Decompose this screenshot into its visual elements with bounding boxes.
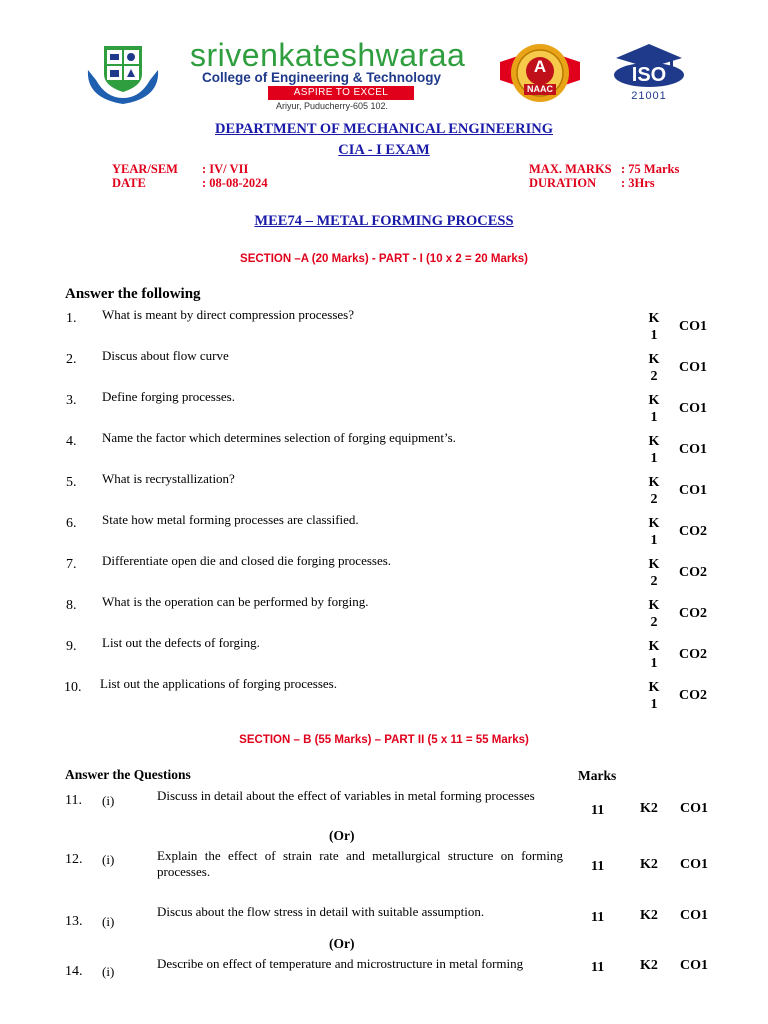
course-outcome: CO1: [680, 857, 708, 872]
question-marks: 11: [591, 803, 605, 818]
max-marks-value: : 75 Marks: [621, 162, 680, 176]
course-outcome: CO1: [680, 958, 708, 973]
question-number: 1.: [66, 311, 77, 326]
question-number: 14.: [65, 964, 83, 979]
course-outcome: CO2: [679, 565, 707, 580]
question-number: 7.: [66, 557, 77, 572]
sub-question-label: (i): [102, 852, 115, 867]
question-text: Discuss in detail about the effect of variables in metal forming processes: [157, 788, 535, 803]
course-code: MEE74: [254, 213, 302, 229]
knowledge-level-number: 2: [650, 574, 658, 589]
naac-grade: A: [533, 57, 547, 76]
course-name: METAL FORMING PROCESS: [316, 213, 514, 229]
question-text: List out the defects of forging.: [102, 635, 260, 650]
knowledge-level-number: 1: [650, 533, 658, 548]
question-number: 9.: [66, 639, 77, 654]
question-number: 3.: [66, 393, 77, 408]
section-a-instruction: Answer the following: [65, 286, 201, 302]
knowledge-level-number: 1: [650, 697, 658, 712]
question-number: 2.: [66, 352, 77, 367]
course-separator: –: [301, 213, 317, 229]
question-number: 13.: [65, 914, 83, 929]
knowledge-level-number: 2: [650, 615, 658, 630]
max-marks-label: MAX. MARKS: [529, 162, 612, 176]
knowledge-level-number: 1: [650, 656, 658, 671]
question-text: Describe on effect of temperature and microstructure in metal forming: [157, 956, 524, 971]
date-value: : 08-08-2024: [202, 176, 268, 190]
course-outcome: CO1: [679, 319, 707, 334]
course-outcome: CO1: [679, 483, 707, 498]
course-outcome: CO1: [679, 401, 707, 416]
knowledge-level: K2: [640, 857, 658, 872]
naac-badge: [498, 42, 582, 104]
knowledge-level-letter: K: [648, 598, 660, 613]
iso-number: 21001: [631, 90, 667, 102]
knowledge-level: K2: [640, 908, 658, 923]
question-text: Name the factor which determines selection of forging equipment’s.: [102, 430, 456, 445]
knowledge-level-letter: K: [648, 352, 660, 367]
year-sem-value: : IV/ VII: [202, 162, 249, 176]
question-text: What is recrystallization?: [102, 471, 235, 486]
question-text: What is meant by direct compression processes?: [102, 307, 354, 322]
question-text: Explain the effect of strain rate and metallurgical structure on forming processes.: [157, 848, 563, 879]
question-number: 8.: [66, 598, 77, 613]
exam-title: CIA - I EXAM: [338, 142, 430, 158]
course-outcome: CO1: [680, 908, 708, 923]
question-marks: 11: [591, 960, 605, 975]
knowledge-level-letter: K: [648, 393, 660, 408]
knowledge-level-letter: K: [648, 434, 660, 449]
question-text: Define forging processes.: [102, 389, 235, 404]
knowledge-level-number: 1: [650, 328, 658, 343]
college-address: Ariyur, Puducherry-605 102.: [276, 101, 389, 111]
question-marks: 11: [591, 859, 605, 874]
duration-label: DURATION: [529, 176, 597, 190]
naac-label: NAAC: [527, 84, 553, 94]
iso-label: ISO: [631, 64, 667, 86]
tagline-banner: [268, 86, 414, 100]
question-marks: 11: [591, 910, 605, 925]
question-text: List out the applications of forging processes.: [100, 676, 337, 691]
knowledge-level-letter: K: [648, 311, 660, 326]
knowledge-level-letter: K: [648, 557, 660, 572]
knowledge-level: K2: [640, 958, 658, 973]
department-title: DEPARTMENT OF MECHANICAL ENGINEERING: [215, 121, 553, 137]
college-emblem: [80, 40, 166, 108]
question-number: 12.: [65, 852, 83, 867]
duration-value: : 3Hrs: [621, 176, 655, 190]
knowledge-level-number: 1: [650, 451, 658, 466]
knowledge-level-letter: K: [648, 680, 660, 695]
section-a-heading: SECTION –A (20 Marks) - PART - I (10 x 2 = 20 Marks): [240, 253, 528, 265]
course-outcome: CO2: [679, 524, 707, 539]
knowledge-level-number: 1: [650, 410, 658, 425]
tagline: ASPIRE TO EXCEL: [293, 87, 389, 98]
course-outcome: CO1: [679, 360, 707, 375]
question-text: What is the operation can be performed by forging.: [102, 594, 369, 609]
course-outcome: CO2: [679, 688, 707, 703]
knowledge-level: K2: [640, 801, 658, 816]
knowledge-level-number: 2: [650, 369, 658, 384]
question-number: 4.: [66, 434, 77, 449]
marks-header: Marks: [578, 768, 617, 783]
question-number: 10.: [64, 680, 82, 695]
question-number: 5.: [66, 475, 77, 490]
question-number: 11.: [65, 793, 82, 808]
section-b-instruction: Answer the Questions: [65, 767, 191, 782]
question-text: State how metal forming processes are classified.: [102, 512, 359, 527]
question-text: Discus about flow curve: [102, 348, 229, 363]
section-b-heading: SECTION – B (55 Marks) – PART II (5 x 11 = 55 Marks): [239, 734, 529, 746]
college-subtitle: College of Engineering & Technology: [202, 70, 442, 85]
knowledge-level-letter: K: [648, 475, 660, 490]
question-number: 6.: [66, 516, 77, 531]
date-label: DATE: [112, 176, 146, 190]
iso-badge: [608, 44, 690, 106]
course-title: [0, 213, 768, 230]
sub-question-label: (i): [102, 793, 115, 808]
course-outcome: CO2: [679, 606, 707, 621]
knowledge-level-letter: K: [648, 639, 660, 654]
college-name: srivenkateshwaraa: [190, 37, 466, 73]
or-separator: (Or): [329, 936, 355, 951]
question-text: Differentiate open die and closed die forging processes.: [102, 553, 392, 568]
year-sem-label: YEAR/SEM: [112, 162, 178, 176]
knowledge-level-letter: K: [648, 516, 660, 531]
course-outcome: CO1: [680, 801, 708, 816]
course-outcome: CO2: [679, 647, 707, 662]
knowledge-level-number: 2: [650, 492, 658, 507]
sub-question-label: (i): [102, 914, 115, 929]
sub-question-label: (i): [102, 964, 115, 979]
or-separator: (Or): [329, 828, 355, 843]
course-outcome: CO1: [679, 442, 707, 457]
question-text: Discus about the flow stress in detail with suitable assumption.: [157, 904, 485, 919]
